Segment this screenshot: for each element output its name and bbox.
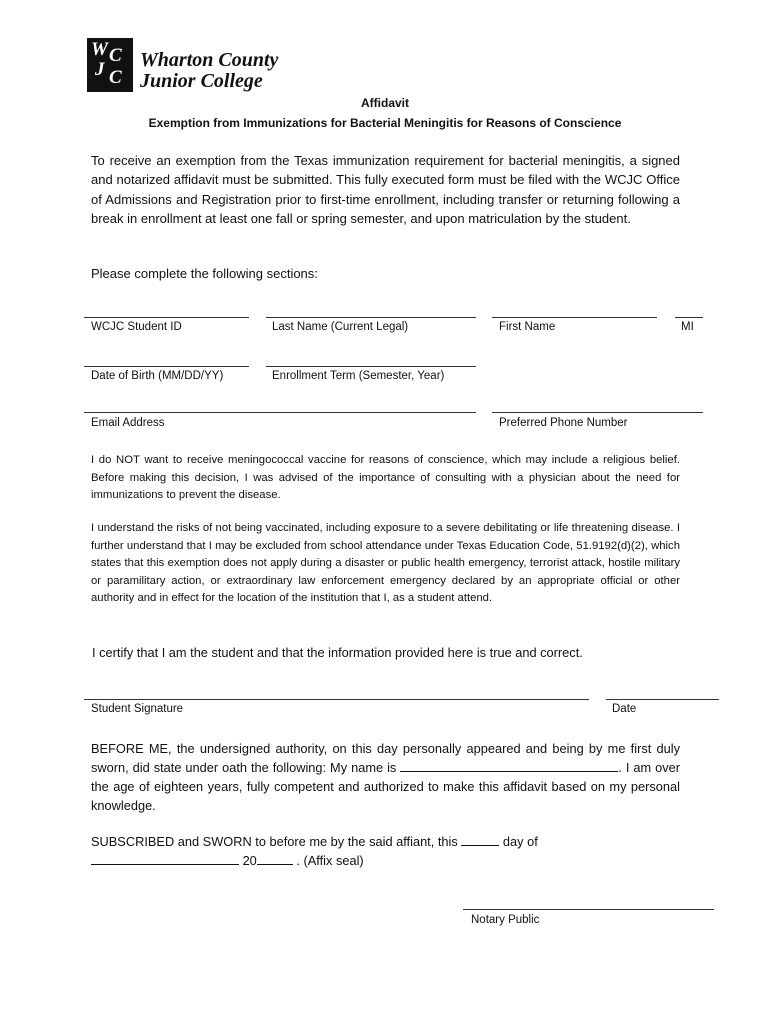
instructions-text: Please complete the following sections:	[91, 266, 318, 281]
date-line[interactable]	[606, 699, 719, 700]
email-label: Email Address	[91, 417, 165, 429]
notary-public-label: Notary Public	[471, 914, 540, 926]
subscribed-text: SUBSCRIBED and SWORN to before me by the said affiant, this	[91, 834, 458, 849]
logo-line-2: Junior College	[140, 70, 263, 92]
dob-label: Date of Birth (MM/DD/YY)	[91, 370, 224, 382]
day-of-text: day of	[502, 834, 538, 849]
year-blank[interactable]	[257, 851, 293, 865]
email-line[interactable]	[84, 412, 476, 413]
mi-line[interactable]	[675, 317, 703, 318]
last-name-label: Last Name (Current Legal)	[272, 321, 409, 333]
day-blank[interactable]	[461, 832, 499, 846]
date-label: Date	[612, 703, 637, 715]
logo-mark	[87, 38, 133, 92]
logo-line-1: Wharton County	[140, 49, 279, 71]
before-me-paragraph	[91, 739, 680, 815]
first-name-line[interactable]	[492, 317, 657, 318]
logo-mark-letter: W	[91, 39, 108, 60]
student-signature-line[interactable]	[84, 699, 589, 700]
before-me-end: .	[618, 760, 622, 775]
student-signature-label: Student Signature	[91, 703, 184, 715]
page-subtitle: Exemption from Immunizations for Bacterial Meningitis for Reasons of Conscience	[148, 116, 622, 130]
affix-seal-text: . (Affix seal)	[296, 853, 364, 868]
phone-label: Preferred Phone Number	[499, 417, 628, 429]
student-id-line[interactable]	[84, 317, 249, 318]
logo-wordmark	[140, 50, 380, 92]
mi-label: MI	[681, 321, 694, 333]
dob-line[interactable]	[84, 366, 249, 367]
notary-signature-line[interactable]	[463, 909, 714, 910]
first-name-label: First Name	[499, 321, 556, 333]
certify-statement: I certify that I am the student and that the information provided here is true and correct.	[92, 645, 583, 660]
declaration-paragraph: I do NOT want to receive meningococcal vaccine for reasons of conscience, which may include a religious belief. Before making this decision, I was advised of the importance of consulting with a physician about the need for immunizations to prevent the disease.	[91, 454, 680, 502]
logo-mark-letter: C	[109, 45, 122, 66]
term-line[interactable]	[266, 366, 476, 367]
subscribed-paragraph	[91, 832, 680, 870]
last-name-line[interactable]	[266, 317, 476, 318]
intro-paragraph: To receive an exemption from the Texas immunization requirement for bacterial meningitis, a signed and notarized affidavit must be submitted. This fully executed form must be filed with the WCJC Office of Admissions and Registration prior to first-time enrollment, including transfer or returning following a break in enrollment at least one fall or spring semester, and upon matriculation by the student.	[91, 153, 680, 226]
term-label: Enrollment Term (Semester, Year)	[272, 370, 445, 382]
page-title: Affidavit	[361, 96, 409, 110]
risks-paragraph: I understand the risks of not being vaccinated, including exposure to a severe debilitating or life threatening disease. I further understand that I may be excluded from school attendance under Texas Education Code, 51.9192(d)(2), which states that this exemption does not apply during a disaster or public health emergency, terrorist attack, hostile military or paramilitary action, or extraordinary law enforcement emergency declared by an appropriate official or other authority and in effect for the location of the institution that I, as a student attend.	[91, 522, 680, 605]
before-me-text: BEFORE ME, the undersigned authority, on this day personally appeared and being by me first duly sworn, did state under oath the following: My name is	[91, 741, 680, 775]
month-blank[interactable]	[91, 851, 239, 865]
phone-line[interactable]	[492, 412, 703, 413]
affiant-name-blank[interactable]	[400, 758, 618, 772]
student-id-label: WCJC Student ID	[91, 321, 182, 333]
logo-mark-letter: J	[95, 59, 105, 80]
over-age-text: I am over the age of eighteen years, fully competent and authorized to make this affidavit based on my personal knowledge.	[91, 760, 680, 813]
year-prefix: 20	[242, 853, 257, 868]
logo-mark-letter: C	[109, 67, 122, 88]
